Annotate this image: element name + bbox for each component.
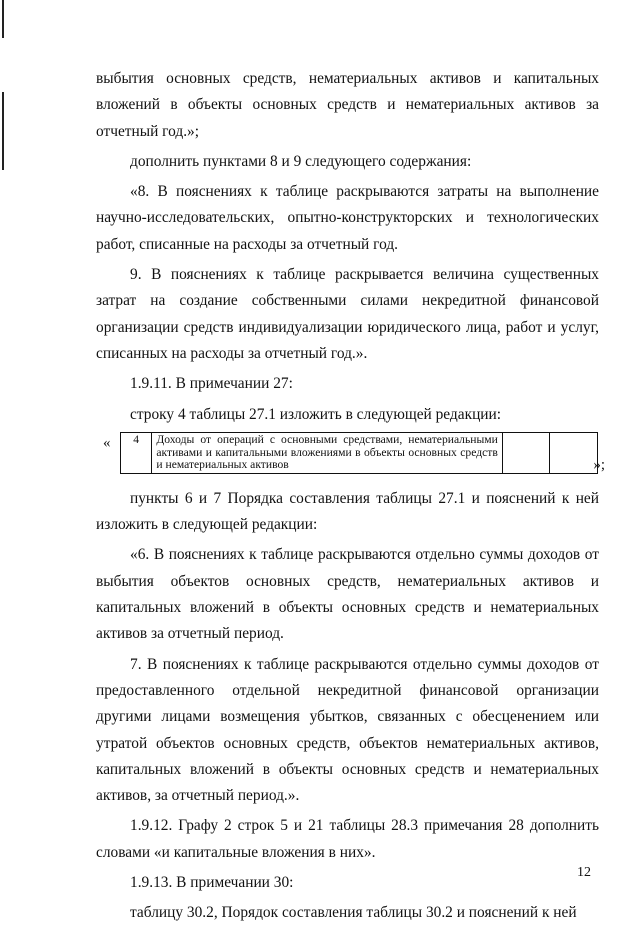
scan-margin-mark <box>2 0 4 38</box>
paragraph-table-instruction: строку 4 таблицы 27.1 изложить в следующей редакции: <box>130 405 502 423</box>
table-row <box>121 432 598 473</box>
paragraph-points-6-7: пункты 6 и 7 Порядка составления таблицы 27.1 и пояснений к ней изложить в следующей редакции: <box>96 489 599 534</box>
paragraph-section-1-9-12: 1.9.12. Графу 2 строк 5 и 21 таблицы 28.3 примечания 28 дополнить словами «и капитальные вложения в них». <box>96 817 599 861</box>
paragraph-section-1-9-11: 1.9.11. В примечании 27: <box>130 375 293 393</box>
paragraph-add-items: дополнить пунктами 8 и 9 следующего содержания: <box>130 152 472 170</box>
row-number-cell: 4 <box>121 432 152 473</box>
page-number: 12 <box>577 865 591 880</box>
paragraph-item-7: 7. В пояснениях к таблице раскрываются отдельно суммы доходов от предоставленного отдельной некредитной финансовой организации другими лицами возмещения убытков, связанных с обесценением или утратой объектов основных средств, объектов нематериальных активов, капитальных вложений в объекты основных средств и нематериальных активов, за отчетный период.». <box>96 655 599 805</box>
paragraph-item-6: «6. В пояснениях к таблице раскрываются отдельно суммы доходов от выбытия объектов основных средств, нематериальных активов и капитальных вложений в объекты основных средств и нематериальных активов за отчетный период. <box>96 546 599 643</box>
open-quote: « <box>103 434 111 451</box>
table-27-1-row <box>120 432 598 474</box>
paragraph-section-1-9-13: 1.9.13. В примечании 30: <box>130 874 294 892</box>
row-description-cell: Доходы от операций с основными средствами, нематериальными активами и капитальными вложениями в объекты основных средств и нематериальных активов <box>152 432 502 473</box>
close-quote: »; <box>593 456 605 473</box>
paragraph-continuation: выбытия основных средств, нематериальных активов и капитальных вложений в объекты основных средств и нематериальных активов за отчетный год.»; <box>96 70 599 140</box>
paragraph-table-30-2: таблицу 30.2, Порядок составления таблицы 30.2 и пояснений к ней <box>130 904 577 922</box>
paragraph-item-9: 9. В пояснениях к таблице раскрывается величина существенных затрат на создание собственными силами некредитной финансовой организации средств индивидуализации юридического лица, работ и услуг, списанных на расходы за отчетный год.». <box>96 266 599 362</box>
empty-cell <box>550 432 598 473</box>
scan-margin-mark <box>2 92 4 170</box>
document-page <box>96 66 605 927</box>
empty-cell <box>502 432 550 473</box>
paragraph-item-8: «8. В пояснениях к таблице раскрываются затраты на выполнение научно-исследовательских, опытно-конструкторских и технологических работ, списанные на расходы за отчетный год. <box>96 183 599 253</box>
table-27-1-row-block <box>96 432 605 480</box>
